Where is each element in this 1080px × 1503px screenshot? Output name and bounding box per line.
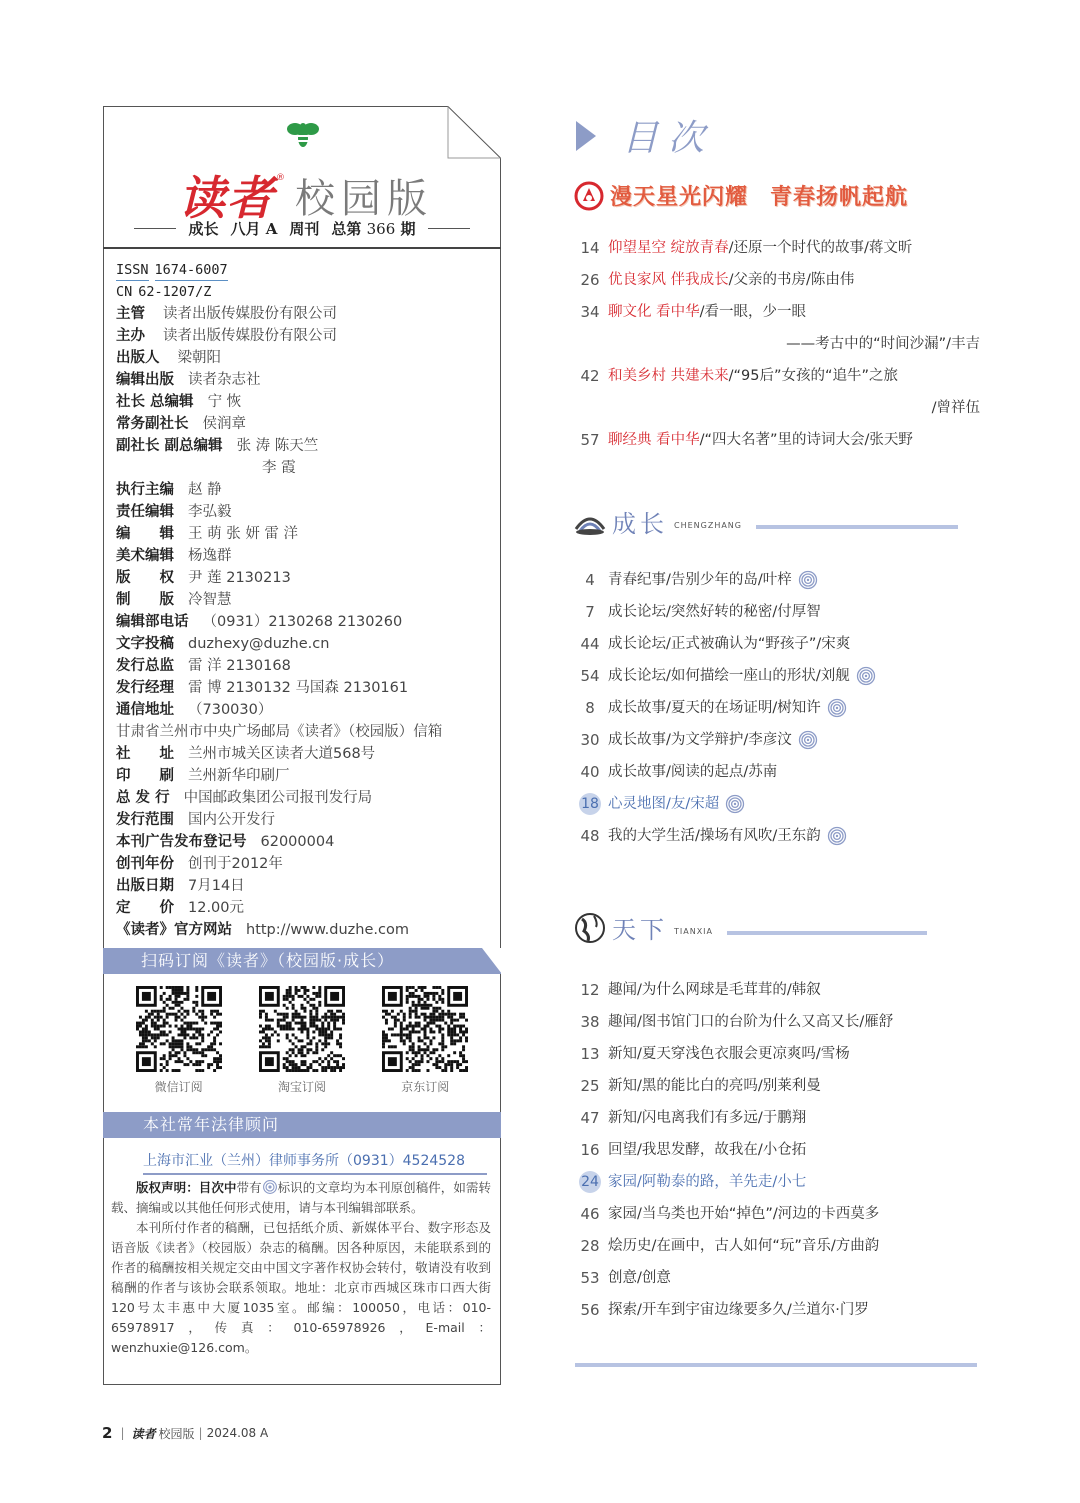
feature-heading xyxy=(574,180,908,211)
info-value: 中国邮政集团公司报刊发行局 xyxy=(183,790,373,806)
info-value: 雷 博 2130132 马国森 2130161 xyxy=(188,680,409,696)
toc-title-author: 家园/阿勒泰的路，羊先走/小七 xyxy=(608,1174,807,1190)
growth-section-icon xyxy=(574,507,606,537)
info-label: 主办 xyxy=(116,328,145,344)
toc-page: 54 xyxy=(580,667,600,685)
toc-entry[interactable] xyxy=(576,974,980,1006)
info-value: 国内公开发行 xyxy=(188,812,275,828)
original-fingerprint-icon xyxy=(725,794,745,814)
toc-page: 44 xyxy=(580,635,600,653)
section-head-chengzhang xyxy=(574,504,958,539)
legal-band: 本社常年法律顾问 xyxy=(103,1112,501,1138)
info-line xyxy=(116,919,496,941)
toc-page: 38 xyxy=(580,1013,600,1031)
toc-entry[interactable] xyxy=(576,1230,980,1262)
section-name: 天下 xyxy=(612,916,668,944)
info-label: 创刊年份 xyxy=(116,856,174,872)
info-value: 读者出版传媒股份有限公司 xyxy=(163,306,337,322)
toc-page: 8 xyxy=(585,699,595,717)
toc-entry[interactable] xyxy=(576,1166,980,1198)
info-value: 雷 洋 2130168 xyxy=(188,658,291,674)
toc-page: 4 xyxy=(585,571,595,589)
info-line xyxy=(116,325,496,347)
toc-entry[interactable] xyxy=(576,596,980,628)
qr-label-jd: 京东订阅 xyxy=(401,1080,450,1094)
triangle-icon xyxy=(576,121,596,151)
info-line xyxy=(116,787,496,809)
info-label: 定 价 xyxy=(116,900,174,916)
toc-title-author: 成长故事/为文学辩护/李彦汶 xyxy=(608,732,792,748)
toc-title-author: /父亲的书房/陈由伟 xyxy=(728,272,855,288)
qr-code-icon[interactable] xyxy=(382,986,468,1072)
issue-edition: 成长 xyxy=(188,220,219,238)
feature-title: 漫天星光闪耀 青春扬帆起航 xyxy=(610,184,909,210)
info-line xyxy=(116,655,496,677)
toc-title: 目次 xyxy=(622,118,715,159)
info-value: 读者杂志社 xyxy=(188,372,261,388)
qr-label-wechat: 微信订阅 xyxy=(154,1080,203,1094)
info-label: 编辑部电话 xyxy=(116,614,189,630)
publication-info xyxy=(116,259,496,941)
issue-line xyxy=(103,218,501,239)
section-pinyin: CHENGZHANG xyxy=(674,521,742,530)
info-line xyxy=(116,391,496,413)
toc-entry[interactable] xyxy=(576,296,980,328)
info-line xyxy=(116,479,496,501)
folio-brand: 读者 xyxy=(131,1426,156,1441)
issue-month: 八月 A xyxy=(230,220,278,238)
copyright-notice xyxy=(111,1178,491,1358)
toc-page: 16 xyxy=(580,1141,600,1159)
issue-total: 总第 366 期 xyxy=(331,220,416,238)
original-fingerprint-icon xyxy=(798,570,818,590)
feature-list xyxy=(576,232,980,456)
toc-entry[interactable] xyxy=(576,1198,980,1230)
toc-title-author: 成长故事/阅读的起点/苏南 xyxy=(608,764,778,780)
toc-entry[interactable] xyxy=(576,1006,980,1038)
toc-entry[interactable] xyxy=(576,1038,980,1070)
toc-page: 18 xyxy=(579,793,601,815)
info-label: 执行主编 xyxy=(116,482,174,498)
toc-entry[interactable] xyxy=(576,820,980,852)
notice-p2: 本刊所付作者的稿酬，已包括纸介质、新媒体平台、数字形态及语音版《读者》（校园版）杂志的稿酬。因各种原因，未能联系到的作者的稿酬按相关规定交由中国文字著作权协会转付，敬请没有收到稿酬的作者与该协会联系领取。地址：北京市西城区珠市口西大街120号太丰惠中大厦1035室。邮编：100050，电话：010-65978917，传真：010-65978926，E-mail：wenzhuxie@126.com。 xyxy=(111,1220,491,1355)
toc-title-author: 新知/黑的能比白的亮吗/别莱利曼 xyxy=(608,1078,821,1094)
info-line xyxy=(116,413,496,435)
info-label: 通信地址 xyxy=(116,702,174,718)
section-list-chengzhang xyxy=(576,564,980,852)
toc-column-tag: 和美乡村 共建未来 xyxy=(608,368,729,384)
info-value: 兰州新华印刷厂 xyxy=(188,768,290,784)
info-label: 编辑出版 xyxy=(116,372,174,388)
toc-column-tag: 聊经典 看中华 xyxy=(608,432,700,448)
info-label: 出版日期 xyxy=(116,878,174,894)
toc-title-author: 烩历史/在画中，古人如何“玩”音乐/方曲韵 xyxy=(608,1238,880,1254)
info-value: （0931）2130268 2130260 xyxy=(202,614,403,630)
info-value: （730030） xyxy=(188,702,273,718)
toc-entry[interactable] xyxy=(576,564,980,596)
info-value: duzhexy@duzhe.cn xyxy=(188,636,330,652)
toc-page: 34 xyxy=(580,303,600,321)
law-firm: 上海市汇业（兰州）律师事务所（0931）4524528 xyxy=(143,1150,487,1175)
qr-wechat[interactable] xyxy=(124,986,234,1095)
info-value: 12.00元 xyxy=(188,900,245,916)
info-label: 总 发 行 xyxy=(116,790,170,806)
info-value: 宁 恢 xyxy=(207,394,242,410)
toc-page: 25 xyxy=(580,1077,600,1095)
info-line: CN 62-1207/Z xyxy=(116,284,212,300)
info-label: 社长 总编辑 xyxy=(116,394,194,410)
qr-code-icon[interactable] xyxy=(136,986,222,1072)
toc-title-author: /还原一个时代的故事/蒋文昕 xyxy=(728,240,913,256)
info-line xyxy=(116,501,496,523)
folio-date: 2024.08 A xyxy=(206,1426,269,1440)
info-line xyxy=(116,875,496,897)
info-label: 编 辑 xyxy=(116,526,174,542)
globe-icon xyxy=(574,911,606,945)
page-folio: 2 | 读者 校园版 | 2024.08 A xyxy=(102,1424,269,1442)
info-label: 出版人 xyxy=(116,350,160,366)
section-list-tianxia xyxy=(576,974,980,1326)
info-label: 制 版 xyxy=(116,592,174,608)
toc-page: 7 xyxy=(585,603,595,621)
info-line xyxy=(116,347,496,369)
info-value: 读者出版传媒股份有限公司 xyxy=(163,328,337,344)
section-head-tianxia xyxy=(574,910,927,945)
section-pinyin: TIANXIA xyxy=(674,927,714,936)
info-value: 杨逸群 xyxy=(188,548,232,564)
toc-title-author: 青春纪事/告别少年的岛/叶梓 xyxy=(608,572,792,588)
toc-page: 12 xyxy=(580,981,600,999)
issue-dash-left xyxy=(134,228,176,229)
info-label: 美术编辑 xyxy=(116,548,174,564)
info-value: 王 萌 张 妍 雷 洋 xyxy=(188,526,299,542)
toc-page: 57 xyxy=(580,431,600,449)
info-line xyxy=(116,369,496,391)
info-label: 本刊广告发布登记号 xyxy=(116,834,247,850)
toc-entry[interactable] xyxy=(576,724,980,756)
toc-column-tag: 优良家风 伴我成长 xyxy=(608,272,729,288)
toc-title-author: 探索/开车到宇宙边缘要多久/兰道尔·门罗 xyxy=(608,1302,869,1318)
toc-title-author: 我的大学生活/操场有风吹/王东韵 xyxy=(608,828,821,844)
info-label: 《读者》官方网站 xyxy=(116,922,232,938)
masthead-divider xyxy=(103,247,501,249)
info-label: 文字投稿 xyxy=(116,636,174,652)
brand-main: 读者 xyxy=(179,171,275,225)
info-label: 副社长 副总编辑 xyxy=(116,438,223,454)
toc-entry[interactable] xyxy=(576,1102,980,1134)
toc-bottom-rule xyxy=(575,1363,977,1367)
toc-entry[interactable] xyxy=(576,360,980,392)
info-value: 兰州市城关区读者大道568号 xyxy=(188,746,376,762)
toc-entry[interactable] xyxy=(576,424,980,456)
toc-page: 40 xyxy=(580,763,600,781)
info-value: http://www.duzhe.com xyxy=(246,922,409,938)
qr-codes xyxy=(103,986,501,1095)
toc-entry[interactable] xyxy=(576,232,980,264)
info-line xyxy=(116,721,496,743)
info-line xyxy=(116,633,496,655)
info-line xyxy=(116,765,496,787)
toc-title-author: 新知/夏天穿浅色衣服会更凉爽吗/雪杨 xyxy=(608,1046,850,1062)
toc-header xyxy=(576,110,714,161)
info-value: 李 霞 xyxy=(262,460,296,476)
info-label: 发行范围 xyxy=(116,812,174,828)
toc-page: 24 xyxy=(579,1171,601,1193)
qr-label-taobao: 淘宝订阅 xyxy=(277,1080,326,1094)
info-label: 责任编辑 xyxy=(116,504,174,520)
toc-page: 28 xyxy=(580,1237,600,1255)
toc-title-author: 成长论坛/如何描绘一座山的形状/刘舰 xyxy=(608,668,850,684)
subscribe-band: 扫码订阅《读者》（校园版·成长） xyxy=(103,948,501,974)
toc-column-tag: 聊文化 看中华 xyxy=(608,304,700,320)
toc-entry-continuation[interactable]: ——考古中的“时间沙漏”/丰吉 xyxy=(786,336,980,352)
info-label: 主管 xyxy=(116,306,145,322)
qr-taobao[interactable] xyxy=(247,986,357,1095)
issue-frequency: 周刊 xyxy=(289,220,320,238)
info-value: 梁朝阳 xyxy=(177,350,221,366)
info-line xyxy=(116,457,496,479)
info-line xyxy=(116,523,496,545)
toc-title-author: 创意/创意 xyxy=(608,1270,671,1286)
toc-page: 48 xyxy=(580,827,600,845)
original-fingerprint-icon xyxy=(856,666,876,686)
bee-logo-icon xyxy=(285,120,321,150)
toc-page: 26 xyxy=(580,271,600,289)
info-value: 张 涛 陈天竺 xyxy=(236,438,319,454)
toc-title-author: /看一眼，少一眼 xyxy=(699,304,806,320)
info-line xyxy=(116,699,496,721)
toc-page: 13 xyxy=(580,1045,600,1063)
info-line xyxy=(116,853,496,875)
qr-jd[interactable] xyxy=(370,986,480,1095)
toc-title-author: 成长故事/夏天的在场证明/树知许 xyxy=(608,700,821,716)
page-number: 2 xyxy=(102,1424,113,1442)
info-line xyxy=(116,897,496,919)
info-line xyxy=(116,545,496,567)
toc-title-author: /“95后”女孩的“追牛”之旅 xyxy=(728,368,898,384)
info-value: 赵 静 xyxy=(188,482,222,498)
toc-page: 14 xyxy=(580,239,600,257)
toc-entry-continuation[interactable]: /曾祥伍 xyxy=(931,400,980,416)
info-value: 创刊于2012年 xyxy=(188,856,283,872)
original-fingerprint-icon xyxy=(798,730,818,750)
original-fingerprint-icon xyxy=(827,698,847,718)
feature-badge-icon xyxy=(574,181,604,211)
qr-code-icon[interactable] xyxy=(259,986,345,1072)
section-bar xyxy=(727,931,927,935)
toc-title-author: 趣闻/为什么网球是毛茸茸的/韩叙 xyxy=(608,982,821,998)
folio-sub: 校园版 xyxy=(158,1426,195,1441)
info-label: 社 址 xyxy=(116,746,174,762)
info-line xyxy=(116,567,496,589)
info-value: 甘肃省兰州市中央广场邮局《读者》（校园版）信箱 xyxy=(116,724,443,740)
toc-entry[interactable] xyxy=(576,660,980,692)
fingerprint-icon xyxy=(262,1179,278,1195)
toc-entry[interactable] xyxy=(576,1070,980,1102)
toc-page: 42 xyxy=(580,367,600,385)
info-line xyxy=(116,589,496,611)
info-line xyxy=(116,809,496,831)
toc-page: 47 xyxy=(580,1109,600,1127)
info-label: 发行经理 xyxy=(116,680,174,696)
toc-entry[interactable] xyxy=(576,628,980,660)
toc-entry[interactable] xyxy=(576,264,980,296)
info-label: 常务副社长 xyxy=(116,416,189,432)
info-line xyxy=(116,611,496,633)
issue-dash-right xyxy=(428,228,470,229)
info-value: 尹 莲 2130213 xyxy=(188,570,291,586)
toc-title-author: 成长论坛/突然好转的秘密/付厚智 xyxy=(608,604,821,620)
registered-mark: ® xyxy=(276,173,285,183)
toc-title-author: 心灵地图/友/宋超 xyxy=(608,796,720,812)
info-line xyxy=(116,303,496,325)
notice-p1: 版权声明：目次中带有 标识的文章均为本刊原创稿件，如需转载、摘编或以其他任何形式使用，请与本刊编辑部联系。 xyxy=(111,1180,491,1215)
toc-entry[interactable] xyxy=(576,756,980,788)
toc-column-tag: 仰望星空 绽放青春 xyxy=(608,240,729,256)
toc-page: 46 xyxy=(580,1205,600,1223)
info-value: 侯润章 xyxy=(202,416,246,432)
toc-title-author: 家园/当乌类也开始“掉色”/河边的卡西莫多 xyxy=(608,1206,880,1222)
section-bar xyxy=(756,525,958,529)
info-line xyxy=(116,743,496,765)
toc-entry[interactable] xyxy=(576,1134,980,1166)
info-label: 印 刷 xyxy=(116,768,174,784)
info-value: 62000004 xyxy=(260,834,335,850)
toc-entry[interactable] xyxy=(576,1294,980,1326)
toc-entry[interactable] xyxy=(576,692,980,724)
toc-title-author: 成长论坛/正式被确认为“野孩子”/宋爽 xyxy=(608,636,851,652)
toc-entry[interactable] xyxy=(576,1262,980,1294)
info-label: 发行总监 xyxy=(116,658,174,674)
info-value: 李弘毅 xyxy=(188,504,232,520)
toc-title-author: 回望/我思发酵，故我在/小仓拓 xyxy=(608,1142,807,1158)
info-value: 冷智慧 xyxy=(188,592,232,608)
info-line: ISSN 1674-6007 xyxy=(116,259,496,281)
info-line xyxy=(116,677,496,699)
toc-title-author: 新知/闪电离我们有多远/于鹏翔 xyxy=(608,1110,807,1126)
info-label: 版 权 xyxy=(116,570,174,586)
brand-sub: 校园版 xyxy=(295,177,433,221)
section-name: 成长 xyxy=(612,510,668,538)
toc-title-author: /“四大名著”里的诗词大会/张天野 xyxy=(699,432,913,448)
info-line xyxy=(116,831,496,853)
toc-entry[interactable] xyxy=(576,788,980,820)
toc-page: 30 xyxy=(580,731,600,749)
brand-logo xyxy=(179,151,433,225)
info-line xyxy=(116,435,496,457)
toc-page: 53 xyxy=(580,1269,600,1287)
original-fingerprint-icon xyxy=(827,826,847,846)
info-value: 7月14日 xyxy=(188,878,245,894)
toc-page: 56 xyxy=(580,1301,600,1319)
toc-title-author: 趣闻/图书馆门口的台阶为什么又高又长/雁舒 xyxy=(608,1014,894,1030)
masthead-box xyxy=(103,106,501,1385)
